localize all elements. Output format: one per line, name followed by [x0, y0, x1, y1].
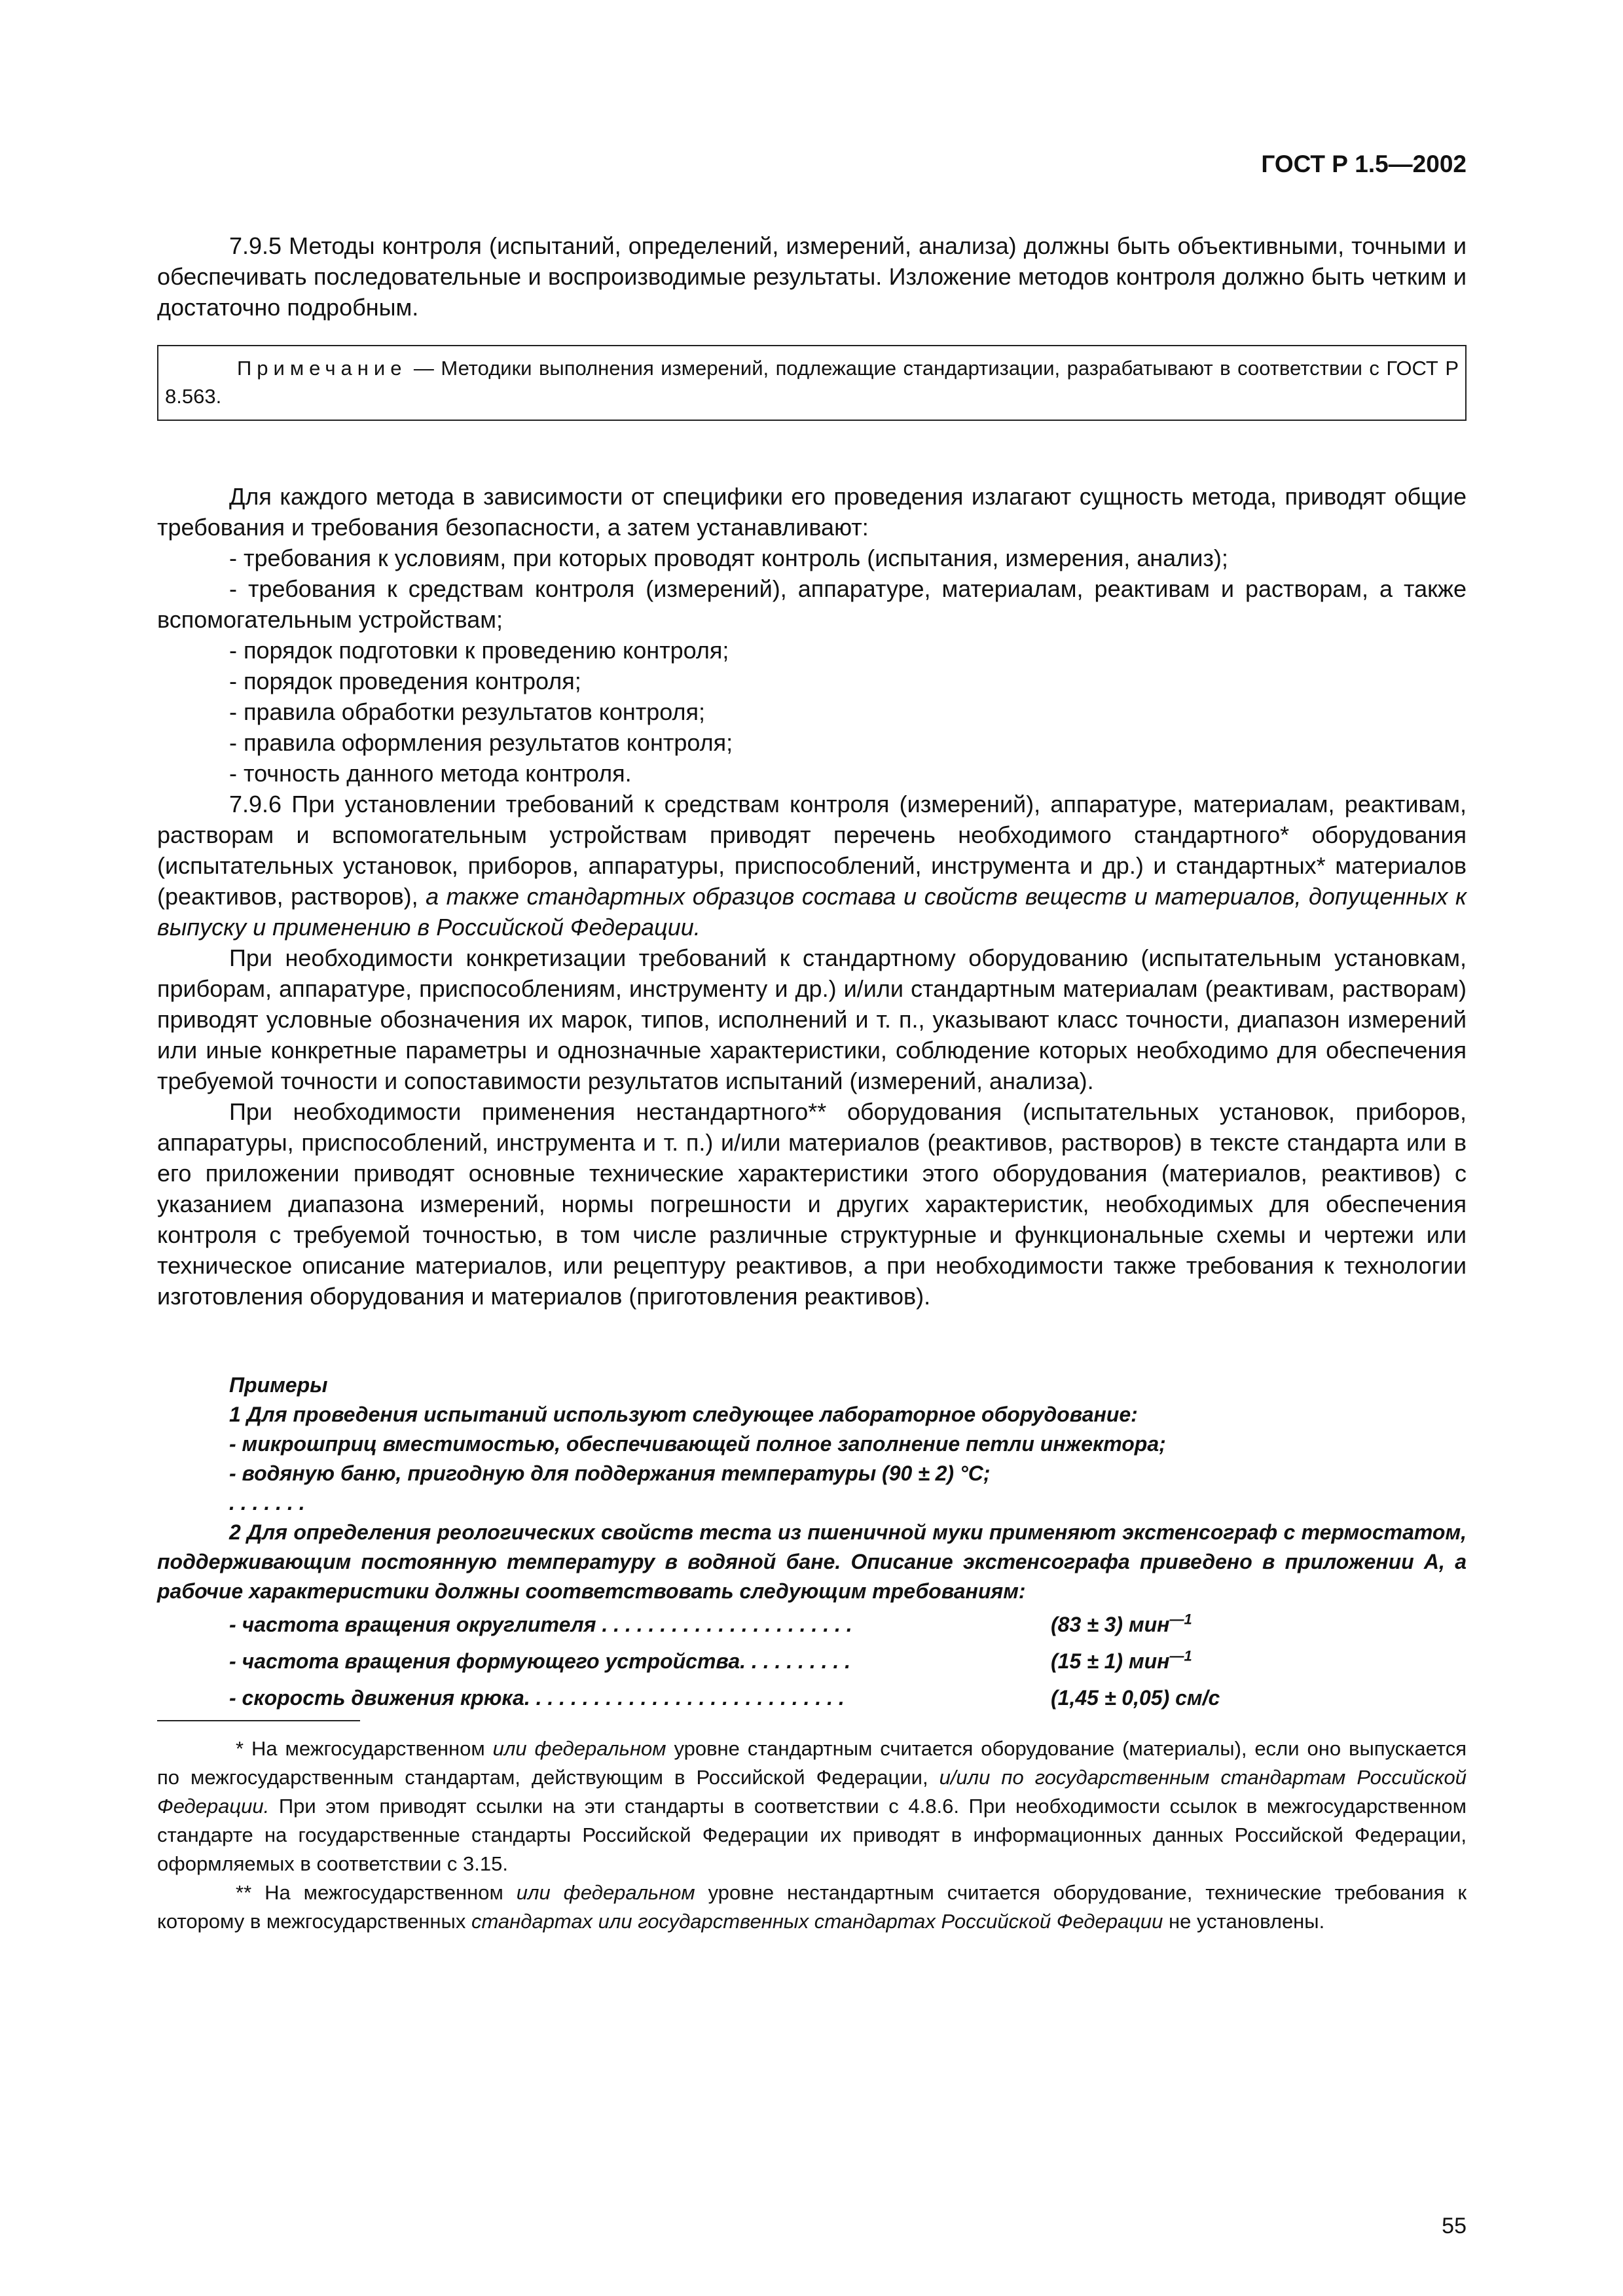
methods-intro: Для каждого метода в зависимости от специфики его проведения излагают сущность метода, приводят общие требования и требования безопасности, а затем устанавливают:	[157, 483, 1467, 541]
note-box	[157, 345, 1467, 421]
spec-name: - частота вращения формующего устройства. . . . . . . . . .	[229, 1649, 851, 1673]
spec-row	[157, 1679, 1467, 1716]
list-item: - правила обработки результатов контроля;	[229, 698, 706, 725]
spec-row	[157, 1643, 1467, 1679]
list-item: - порядок подготовки к проведению контроля;	[229, 637, 729, 664]
examples-title: Примеры	[229, 1373, 328, 1397]
example-1: 1 Для проведения испытаний используют следующее лабораторное оборудование:	[229, 1403, 1138, 1426]
nonstandard-equipment-paragraph: При необходимости применения нестандартного** оборудования (испытательных установок, приборов, аппаратуры, приспособлений, инструмента и т. п.) и/или материалов (реактивов, растворов) в тексте стандарта или в его приложении приводят основные технические характеристики этого оборудования (материалов, реактивов) с указанием диапазона измерений, нормы погрешности и других характеристик, необходимых для обеспечения контроля с требуемой точностью, в том числе различные структурные и функциональные схемы и чертежи или техническое описание материалов, или рецептуру реактивов, а при необходимости также требования к технологии изготовления оборудования и материалов (приготовления реактивов).	[157, 1098, 1467, 1310]
clause-7-9-5: 7.9.5 Методы контроля (испытаний, определений, измерений, анализа) должны быть объективными, точными и обеспечивать последовательные и воспроизводимые результаты. Изложение методов контроля должно быть четким и достаточно подробным.	[157, 232, 1467, 321]
example-2: 2 Для определения реологических свойств теста из пшеничной муки применяют экстенсограф с термостатом, поддерживающим постоянную температуру в водяной бане. Описание экстенсографа приведено в приложении А, а рабочие характеристики должны соответствовать следующим требованиям:	[157, 1520, 1467, 1603]
spec-value: (1,45 ± 0,05) см/с	[1051, 1686, 1220, 1710]
spec-row	[157, 1606, 1467, 1643]
example-ellipsis: . . . . . . .	[229, 1491, 305, 1515]
list-item: - требования к условиям, при которых проводят контроль (испытания, измерения, анализ);	[229, 545, 1228, 571]
list-item: - порядок проведения контроля;	[229, 668, 581, 694]
example-1-item: - микрошприц вместимостью, обеспечивающей полное заполнение петли инжектора;	[229, 1432, 1166, 1456]
clause-7-9-6-italic: а также стандартных образцов состава и свойств веществ и материалов, допущенных к выпуску и применению в Российской Федерации.	[157, 883, 1467, 941]
page-number: 55	[1442, 2214, 1467, 2238]
spec-name: - частота вращения округлителя . . . . . . . . . . . . . . . . . . . . . .	[229, 1613, 852, 1636]
note-text: — Методики выполнения измерений, подлежащие стандартизации, разрабатывают в соответствии с ГОСТ Р 8.563.	[165, 357, 1459, 408]
document-page	[157, 151, 1467, 2238]
spec-value: (15 ± 1) мин$^{—1}$	[1051, 1647, 1192, 1673]
spec-value: (83 ± 3) мин$^{—1}$	[1051, 1611, 1192, 1636]
standard-equipment-paragraph: При необходимости конкретизации требований к стандартному оборудованию (испытательным установкам, приборам, аппаратуре, приспособлениям, инструменту и др.) и/или стандартным материалам (реактивам, растворам) приводят условные обозначения их марок, типов, исполнений и т. п., указывают класс точности, диапазон измерений или иные конкретные параметры и однозначные характеристики, соблюдение которых необходимо для обеспечения требуемой точности и сопоставимости результатов испытаний (измерений, анализа).	[157, 944, 1467, 1094]
document-code-header: ГОСТ Р 1.5—2002	[1261, 151, 1467, 177]
list-item: - требования к средствам контроля (измерений), аппаратуре, материалам, реактивам и растворам, а также вспомогательным устройствам;	[157, 575, 1467, 633]
clause-7-9-6-text: 7.9.6 При установлении требований к средствам контроля (измерений), аппаратуре, материалам, реактивам, растворам и вспомогательным устройствам приводят перечень необходимого стандартного* оборудования (испытательных установок, приборов, аппаратуры, приспособлений, инструмента и др.) и стандартных* материалов (реактивов, растворов),	[157, 791, 1467, 910]
note-paragraph	[165, 354, 1459, 410]
spec-name: - скорость движения крюка. . . . . . . . . . . . . . . . . . . . . . . . . . . .	[229, 1686, 845, 1710]
example-1-item: - водяную баню, пригодную для поддержания температуры (90 ± 2) °С;	[229, 1462, 991, 1485]
list-item: - правила оформления результатов контроля;	[229, 729, 733, 756]
list-item: - точность данного метода контроля.	[229, 760, 632, 787]
footnote-divider	[157, 1720, 360, 1721]
footnote-1: * На межгосударственном или федеральном уровне стандартным считается оборудование (материалы), если оно выпускается по межгосударственным стандартам, действующим в Российской Федерации, и/или по государственным стандартам Российской Федерации. При этом приводят ссылки на эти стандарты в соответствии с 4.8.6. При необходимости ссылок в межгосударственном стандарте на государственные стандарты Российской Федерации их приводят в информационных данных Российской Федерации, оформляемых в соответствии с 3.15.	[157, 1737, 1467, 1875]
footnote-2: ** На межгосударственном или федеральном уровне нестандартным считается оборудование, технические требования к которому в межгосударственных стандартах или государственных стандартах Российской Федерации не установлены.	[157, 1881, 1467, 1933]
footnotes	[157, 1734, 1467, 1936]
clause-7-9-6	[157, 789, 1467, 942]
note-label: Примечание	[237, 357, 407, 380]
